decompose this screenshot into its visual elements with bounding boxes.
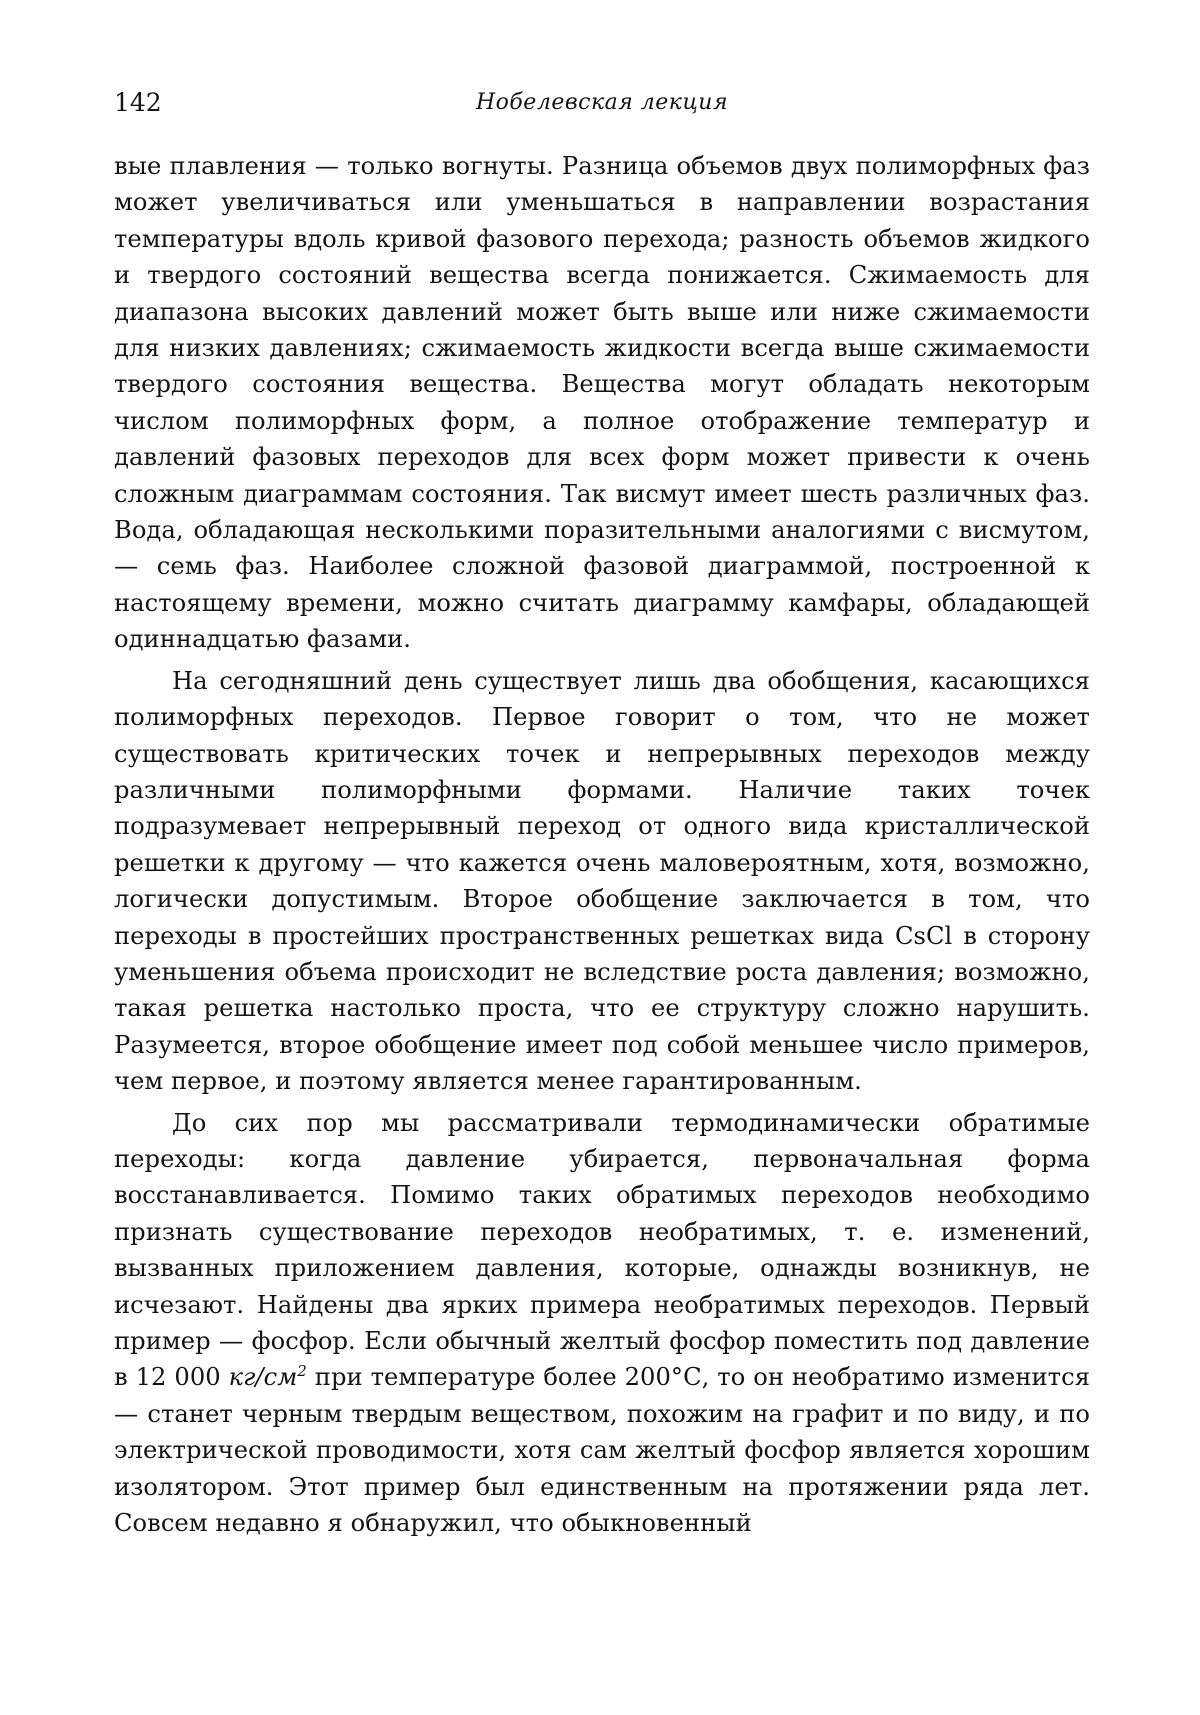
paragraph-2: На сегодняшний день существует лишь два обобщения, касающихся полиморфных переходов. Первое говорит о том, что не может существовать критических точек и непрерывных переходов между различными полиморфными формами. Наличие таких точек подразумевает непрерывный переход от одного вида кристаллической решетки к другому — что кажется очень маловероятным, хотя, возможно, логически допустимым. Второе обобщение заключается в том, что переходы в простейших пространственных решетках вида CsCl в сторону уменьшения объема происходит не вследствие роста давления; возможно, такая решетка настолько проста, что ее структуру сложно нарушить. Разумеется, второе обобщение имеет под собой меньшее число примеров, чем первое, и поэтому является менее гарантированным. [114, 666, 1090, 1096]
pressure-unit-exponent: 2 [297, 1362, 307, 1381]
paragraph-1: вые плавления — только вогнуты. Разница объемов двух полиморфных фаз может увеличиваться или уменьшаться в направлении возрастания температуры вдоль кривой фазового перехода; разность объемов жидкого и твердого состояний вещества всегда понижается. Сжимаемость для диапазона высоких давлений может быть выше или ниже сжимаемости для низких давлениях; сжимаемость жидкости всегда выше сжимаемости твердого состояния вещества. Вещества могут обладать некоторым числом полиморфных форм, а полное отображение температур и давлений фазовых переходов для всех форм может привести к очень сложным диаграммам состояния. Так висмут имеет шесть различных фаз. Вода, обладающая несколькими поразительными аналогиями с висмутом, — семь фаз. Наиболее сложной фазовой диаграммой, построенной к настоящему времени, можно считать диаграмму камфары, обладающей одиннадцатью фазами. [114, 152, 1090, 654]
body-text [114, 148, 1090, 1541]
pressure-unit-base: кг/см [228, 1363, 298, 1392]
pressure-unit [229, 1363, 307, 1391]
paragraph-3-end: при температуре более 200°С, то он необратимо изменится — станет черным твердым веществом, похожим на графит и по виду, и по электрической проводимости, хотя сам желтый фосфор является хорошим изолятором. Этот пример был единственным на протяжении ряда лет. Совсем недавно я обнаружил, что обыкновенный [114, 1363, 1091, 1538]
book-page [114, 88, 1090, 1541]
paragraph-3-start: До сих пор мы рассматривали термодинамически обратимые переходы: когда давление убирается, первоначальная форма восстанавливается. Помимо таких обратимых переходов необходимо признать существование переходов необратимых, т. е. изменений, вызванных приложением давления, которые, однажды возникнув, не исчезают. Найдены два ярких примера необратимых переходов. Первый пример — фосфор. Если обычный желтый фосфор поместить под давление в 12 000 [114, 1108, 1090, 1392]
running-title: Нобелевская лекция [475, 90, 729, 115]
paragraph-3 [114, 1105, 1090, 1542]
page-number: 142 [114, 88, 162, 117]
running-head [114, 88, 1090, 128]
